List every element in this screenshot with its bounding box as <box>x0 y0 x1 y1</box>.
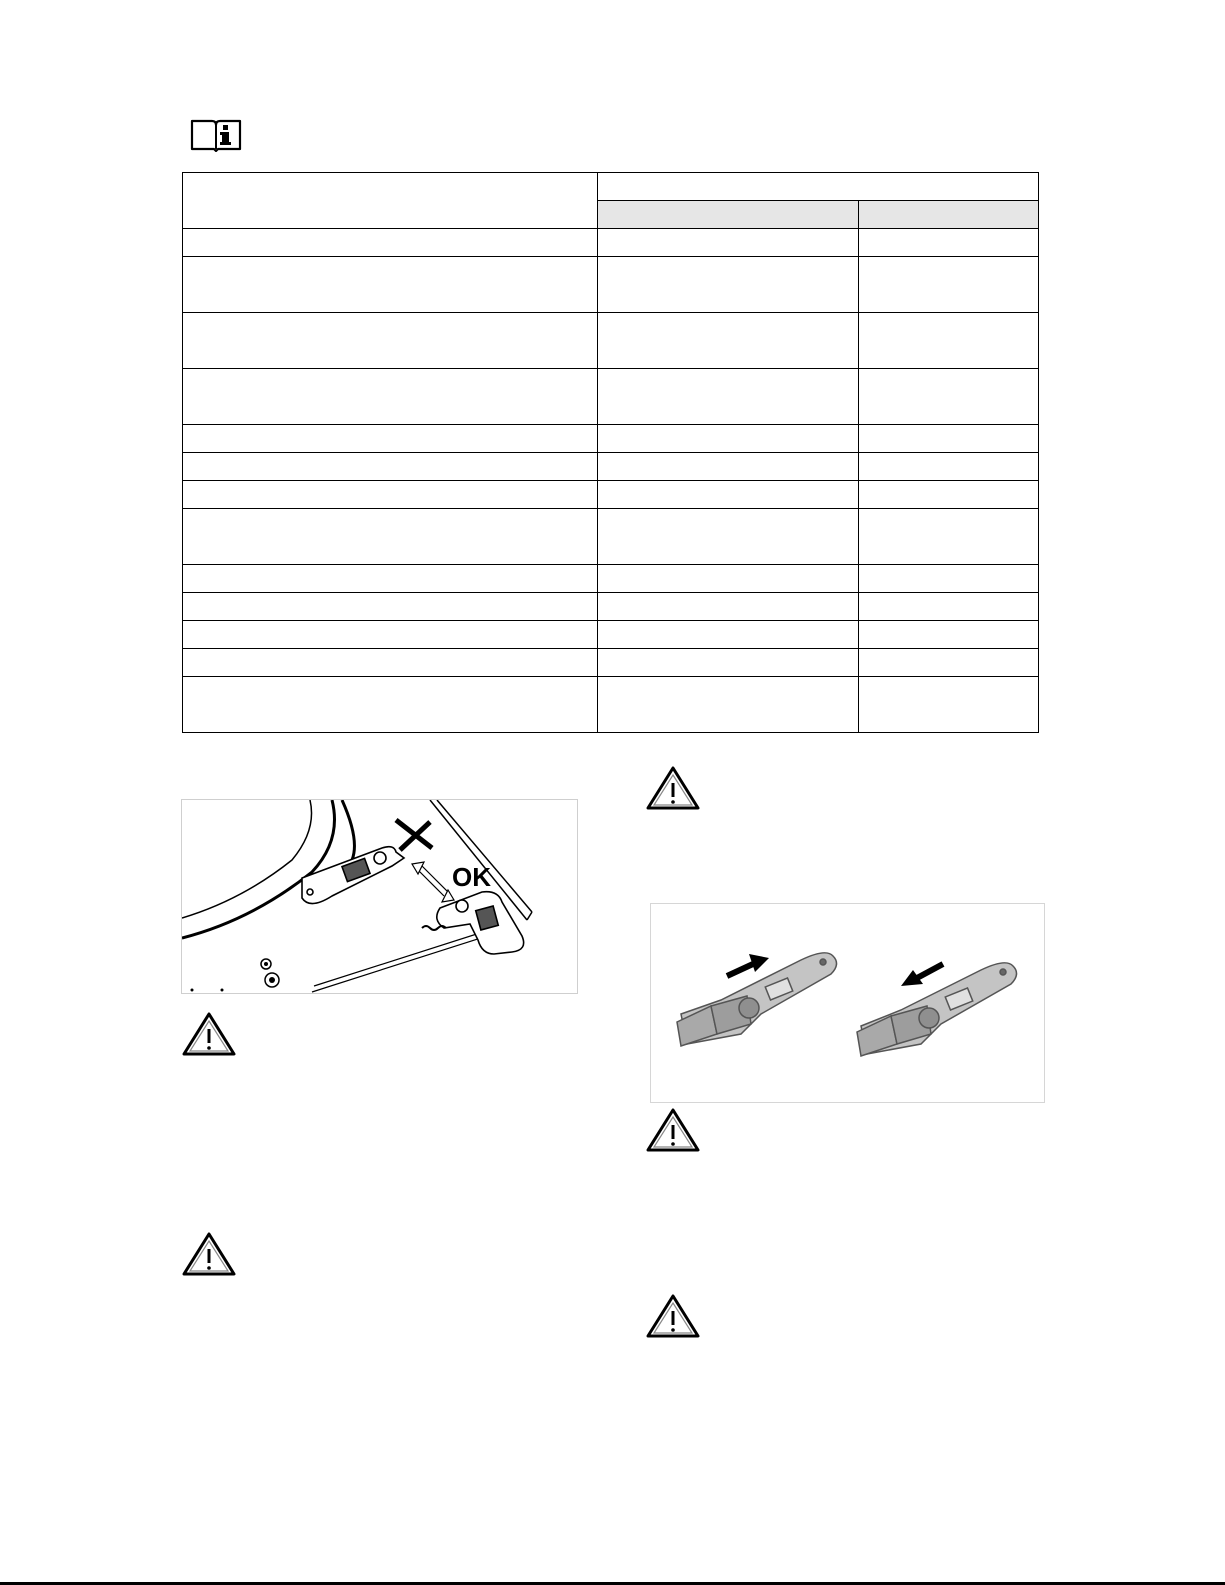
spec-table <box>182 172 1039 733</box>
table-row <box>183 509 1039 565</box>
scraper-angle-illustration <box>182 800 577 993</box>
table-cell <box>598 369 859 425</box>
table-row <box>183 677 1039 733</box>
table-cell <box>598 649 859 677</box>
table-cell <box>598 621 859 649</box>
table-subheader-cell <box>859 201 1039 229</box>
table-cell <box>183 425 598 453</box>
table-cell <box>859 565 1039 593</box>
table-row <box>183 565 1039 593</box>
table-cell <box>859 677 1039 733</box>
table-cell <box>183 229 598 257</box>
table-cell <box>859 593 1039 621</box>
table-cell <box>183 621 598 649</box>
scraper-blade-figure <box>650 903 1045 1103</box>
table-cell <box>859 425 1039 453</box>
table-row <box>183 257 1039 313</box>
table-row <box>183 649 1039 677</box>
table-cell <box>598 257 859 313</box>
table-cell <box>859 369 1039 425</box>
table-cell <box>859 257 1039 313</box>
table-cell <box>859 313 1039 369</box>
table-row <box>183 481 1039 509</box>
warning-icon <box>181 1011 237 1057</box>
table-cell <box>598 509 859 565</box>
scraper-angle-figure <box>181 799 578 994</box>
table-cell <box>183 313 598 369</box>
table-row <box>183 621 1039 649</box>
table-cell <box>183 369 598 425</box>
table-row <box>183 313 1039 369</box>
table-cell <box>859 481 1039 509</box>
table-row <box>183 369 1039 425</box>
table-row <box>183 425 1039 453</box>
table-cell <box>598 677 859 733</box>
table-cell <box>598 425 859 453</box>
table-cell <box>598 481 859 509</box>
table-row <box>183 453 1039 481</box>
table-row <box>183 229 1039 257</box>
table-cell <box>183 257 598 313</box>
table-cell <box>183 649 598 677</box>
table-cell <box>598 565 859 593</box>
table-cell <box>859 229 1039 257</box>
table-row <box>183 593 1039 621</box>
table-cell <box>598 593 859 621</box>
table-cell <box>859 621 1039 649</box>
table-cell <box>859 453 1039 481</box>
table-cell <box>598 229 859 257</box>
table-cell <box>183 565 598 593</box>
scraper-blade-illustration <box>651 904 1044 1102</box>
warning-icon <box>181 1231 237 1277</box>
table-cell <box>859 509 1039 565</box>
table-cell <box>183 453 598 481</box>
table-cell <box>183 593 598 621</box>
table-cell <box>598 313 859 369</box>
table-subheader-cell <box>598 201 859 229</box>
manual-info-icon <box>190 116 242 152</box>
warning-icon <box>645 1293 701 1339</box>
warning-icon <box>645 1107 701 1153</box>
table-cell <box>183 677 598 733</box>
table-cell <box>598 453 859 481</box>
table-cell <box>859 649 1039 677</box>
table-header-cell <box>598 173 1039 201</box>
table-header-cell <box>183 173 598 229</box>
table-cell <box>183 481 598 509</box>
table-cell <box>183 509 598 565</box>
warning-icon <box>645 765 701 811</box>
table-header-row <box>183 173 1039 201</box>
ok-label: OK <box>452 862 491 892</box>
